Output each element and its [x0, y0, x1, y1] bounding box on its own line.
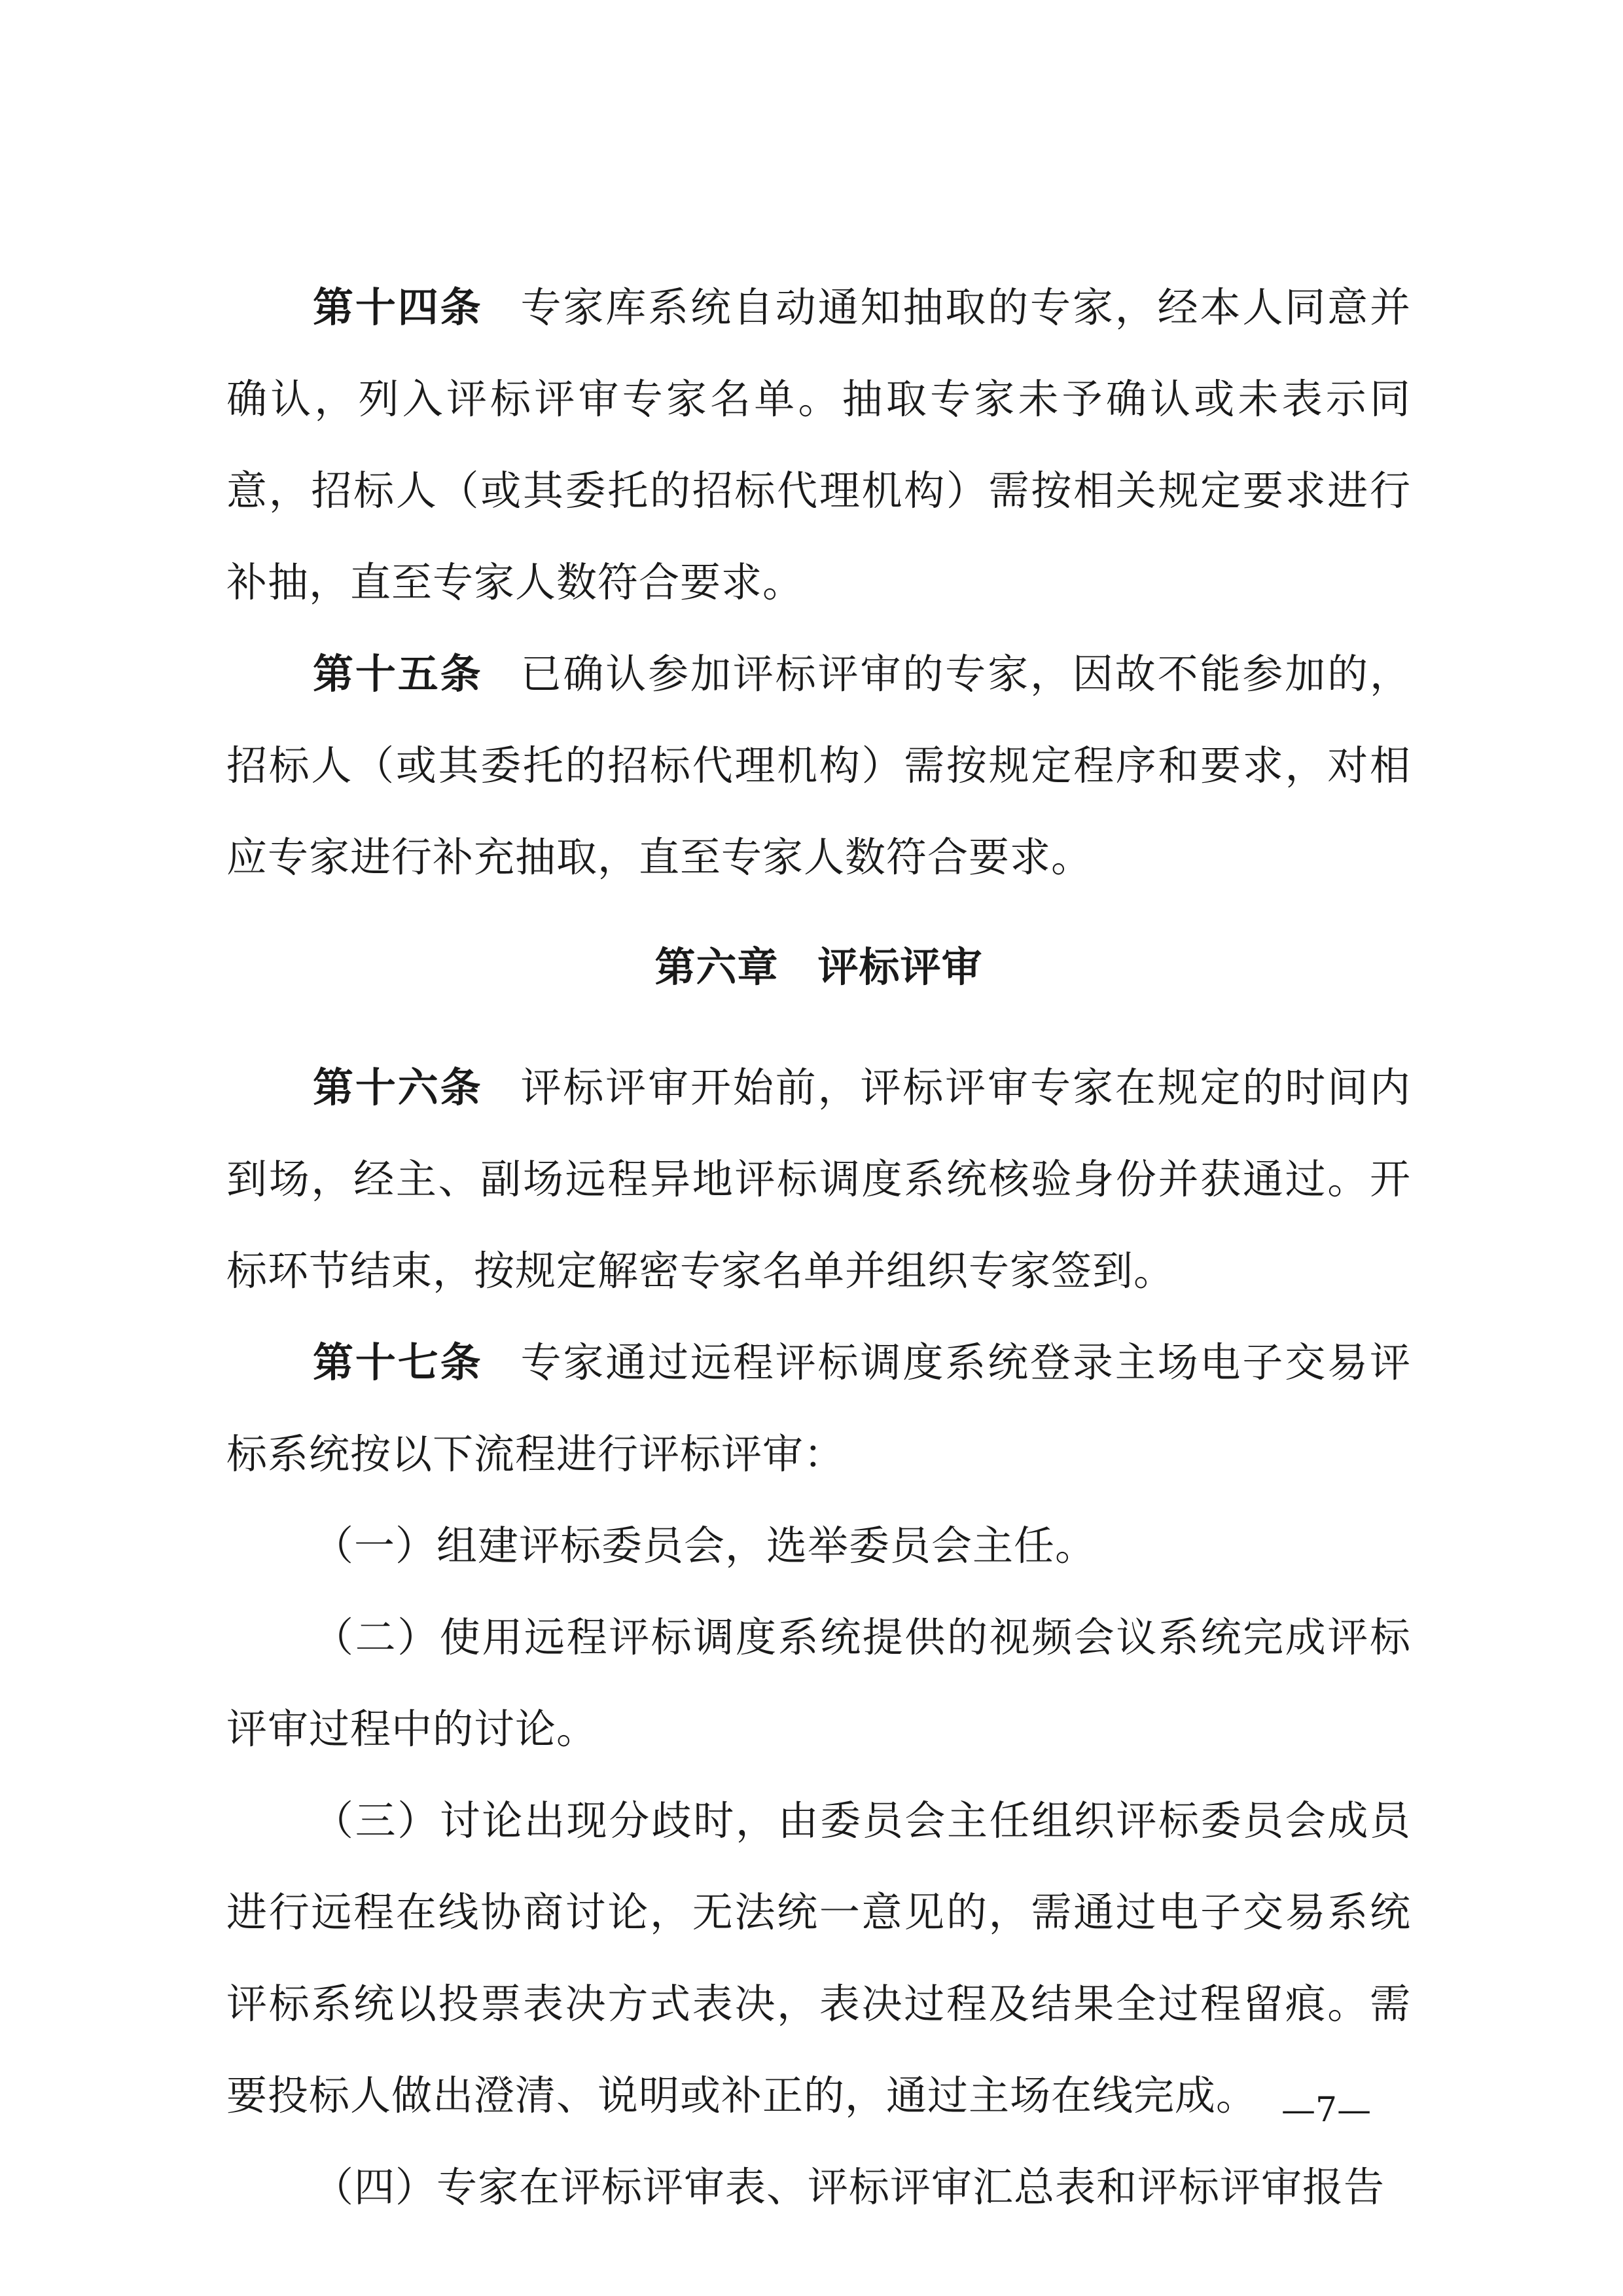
list-item-1: （一）组建评标委员会，选举委员会主任。 — [313, 1522, 1097, 1570]
article-16-text: 评标评审开始前，评标评审专家在规定的时间内到场，经主、副场远程异地评标调度系统核验身份并获通过。开标环节结束，按规定解密专家名单并组织专家签到。 — [226, 1064, 1411, 1295]
article-17 — [226, 1317, 1411, 1500]
page-number: —7— — [1281, 2090, 1372, 2130]
article-16 — [226, 1042, 1411, 1317]
article-17-text: 专家通过远程评标调度系统登录主场电子交易评标系统按以下流程进行评标评审： — [226, 1338, 1411, 1478]
list-item-2: （二）使用远程评标调度系统提供的视频会议系统完成评标评审过程中的讨论。 — [226, 1613, 1411, 1753]
article-15-text: 已确认参加评标评审的专家，因故不能参加的，招标人（或其委托的招标代理机构）需按规定程序和要求，对相应专家进行补充抽取，直至专家人数符合要求。 — [226, 650, 1411, 881]
list-item-3: （三）讨论出现分歧时，由委员会主任组织评标委员会成员进行远程在线协商讨论，无法统一意见的，需通过电子交易系统评标系统以投票表决方式表决，表决过程及结果全过程留痕。需要投标人做出澄清、说明或补正的，通过主场在线完成。 — [226, 1797, 1411, 2119]
list-item-4: （四）专家在评标评审表、评标评审汇总表和评标评审报告 — [313, 2163, 1385, 2211]
document-body — [226, 262, 1411, 2233]
article-14 — [226, 262, 1411, 628]
article-15-label: 第十五条 — [313, 650, 483, 698]
chapter-title: 评标评审 — [817, 943, 983, 991]
article-14-text: 专家库系统自动通知抽取的专家，经本人同意并确认，列入评标评审专家名单。抽取专家未予确认或未表示同意，招标人（或其委托的招标代理机构）需按相关规定要求进行补抽，直至专家人数符合要求。 — [226, 283, 1411, 606]
article-14-label: 第十四条 — [313, 283, 483, 331]
chapter-number: 第六章 — [654, 943, 779, 991]
article-15 — [226, 628, 1411, 903]
article-17-label: 第十七条 — [313, 1338, 483, 1386]
article-16-label: 第十六条 — [313, 1064, 483, 1111]
chapter-heading — [226, 922, 1411, 1013]
